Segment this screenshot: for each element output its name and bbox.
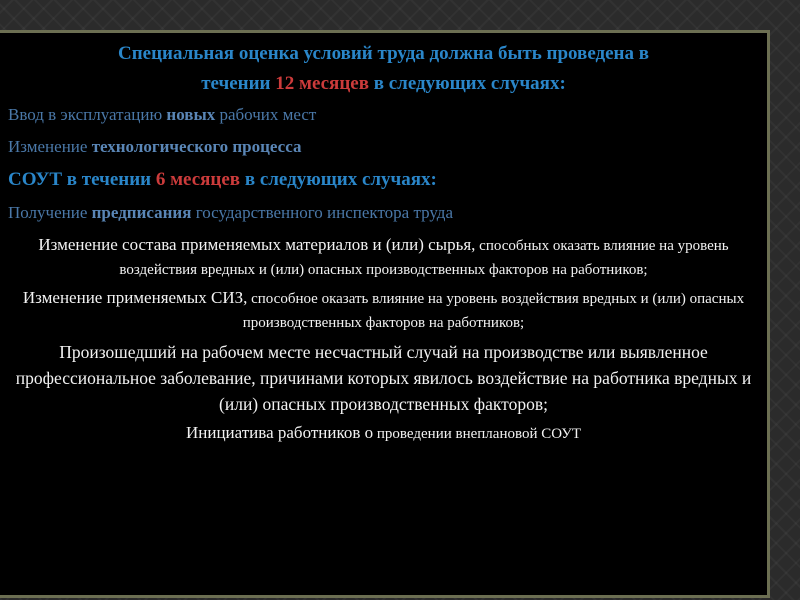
case-materials-change-detail: способных оказать влияние на уровень воздействия вредных и (или) опасных производственных факторов на работников;: [119, 238, 729, 278]
section-six-months-post: в следующих случаях:: [240, 169, 437, 190]
section-six-months-number: 6 месяцев: [155, 169, 241, 190]
case-worker-initiative-main: Инициатива работников о: [185, 423, 374, 442]
case-accident: [0, 339, 767, 417]
case-ppe-change-detail: способное оказать влияние на уровень воздействия вредных и (или) опасных производственных факторов на работников;: [242, 291, 745, 331]
case-new-workplaces-bold: новых: [166, 105, 216, 124]
case-inspector-order-post: государственного инспектора труда: [191, 203, 454, 222]
heading-line-2-post: в следующих случаях:: [368, 73, 566, 94]
case-inspector-order: [0, 197, 767, 229]
slide-content-frame: [0, 30, 770, 598]
case-process-change-bold: технологического процесса: [91, 137, 302, 156]
heading-twelve-months: 12 месяцев: [275, 73, 369, 94]
case-process-change: [0, 131, 767, 163]
case-materials-change: [0, 233, 767, 282]
heading-line-2-pre: течении: [201, 73, 276, 94]
case-worker-initiative-detail: проведении внеплановой СОУТ: [373, 426, 582, 442]
case-ppe-change: [0, 286, 767, 335]
case-new-workplaces-pre: Ввод в эксплуатацию: [8, 105, 167, 124]
case-new-workplaces-post: рабочих мест: [215, 105, 317, 124]
case-worker-initiative: [0, 421, 767, 446]
section-six-months-pre: СОУТ в течении: [8, 169, 156, 190]
case-inspector-order-bold: предписания: [91, 203, 192, 222]
case-accident-text: Произошедший на рабочем месте несчастный случай на производстве или выявленное профессиональное заболевание, причинами которых явилось воздействие на работника вредных и (или) опасных производственных факторов;: [15, 342, 752, 414]
case-inspector-order-pre: Получение: [8, 203, 92, 222]
case-materials-change-main: Изменение состава применяемых материалов и (или) сырья,: [38, 235, 476, 254]
case-process-change-pre: Изменение: [8, 137, 92, 156]
section-six-months: [0, 163, 767, 197]
slide-heading: [0, 39, 767, 99]
case-ppe-change-main: Изменение применяемых СИЗ,: [22, 288, 248, 307]
case-new-workplaces: [0, 99, 767, 131]
heading-line-1: Специальная оценка условий труда должна быть проведена в: [117, 43, 650, 64]
